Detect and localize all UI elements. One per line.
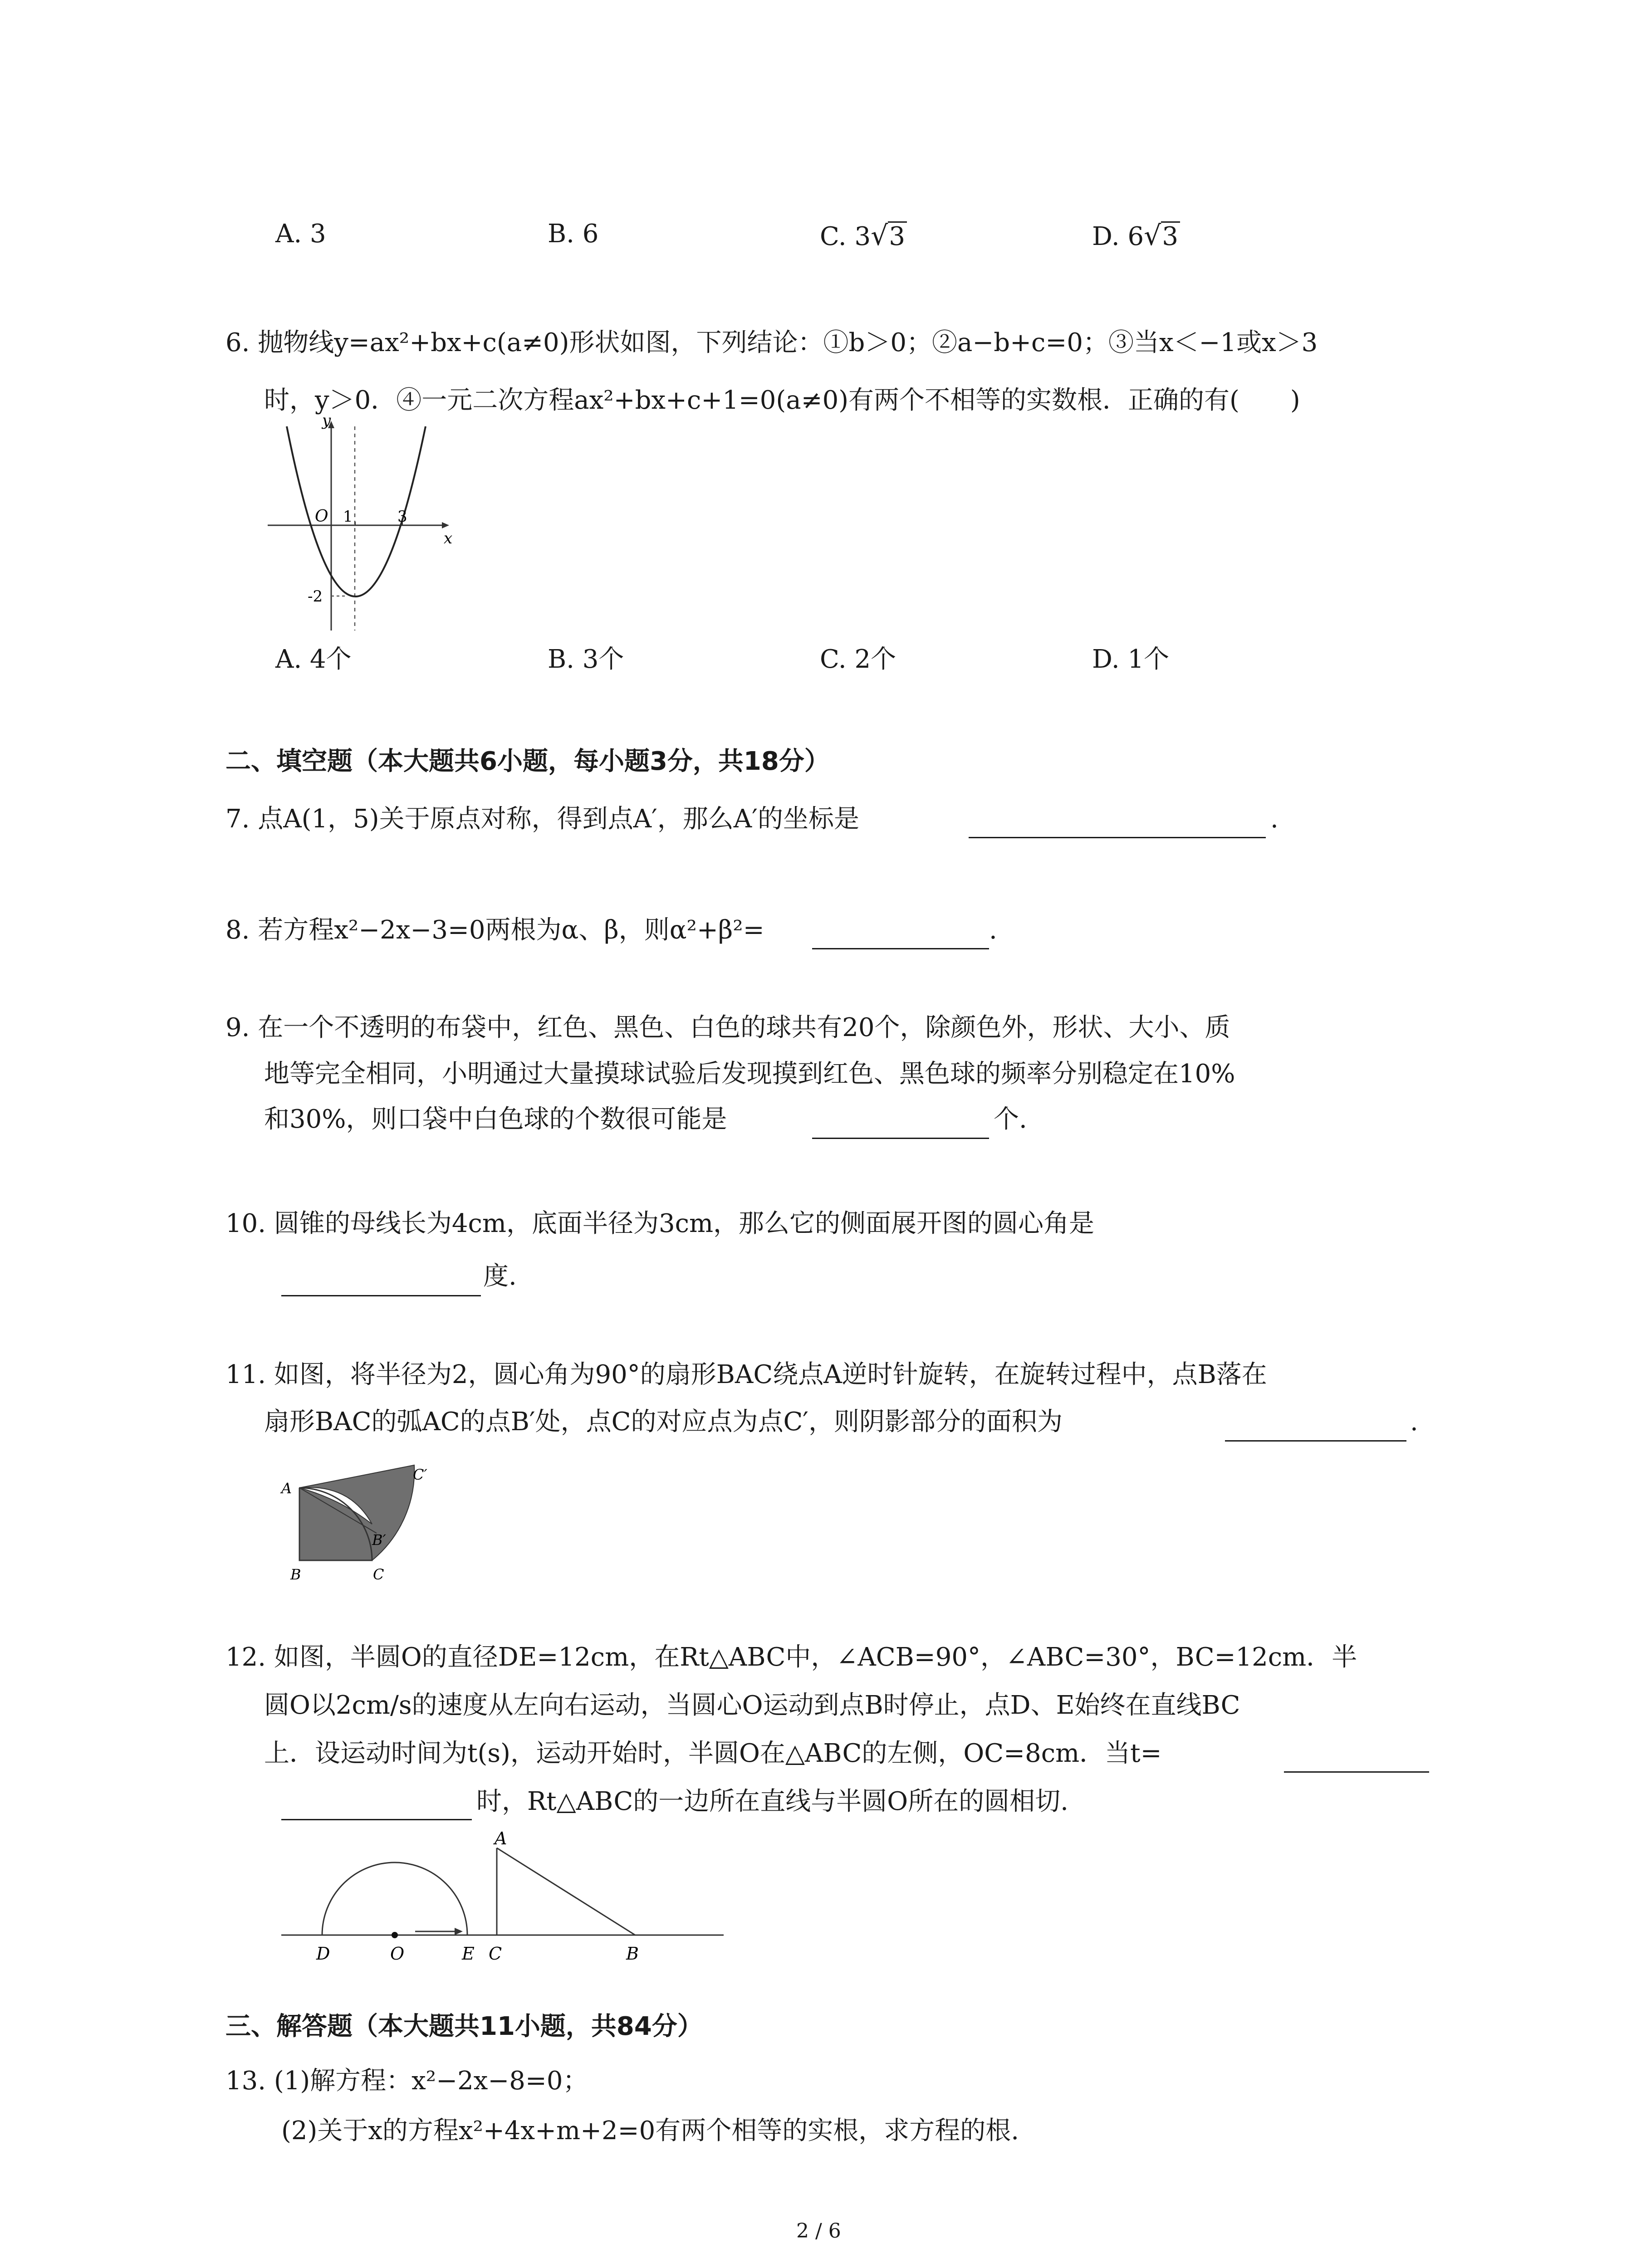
q11-line1: 11. 如图，将半径为2，圆心角为90°的扇形BAC绕点A逆时针旋转，在旋转过程中，点B落在 [225, 1360, 1267, 1389]
fig12-label-c: C [489, 1944, 502, 1964]
graph-label-one: 1 [343, 508, 353, 526]
q6-option-a: A. 4个 [275, 645, 352, 674]
q12-line1: 12. 如图，半圆O的直径DE=12cm，在Rt△ABC中，∠ACB=90°，∠ABC=30°，BC=12cm．半 [225, 1642, 1357, 1672]
section3-title: 三、解答题（本大题共11小题，共84分） [225, 2012, 703, 2041]
fig12-label-e: E [462, 1944, 475, 1964]
q5-option-d-radicand: 3 [1161, 221, 1180, 248]
fig11-label-a: A [281, 1480, 292, 1497]
q9-line2: 地等完全相同，小明通过大量摸球试验后发现摸到红色、黑色球的频率分别稳定在10% [264, 1059, 1235, 1089]
graph-label-x: x [444, 529, 453, 547]
q5-option-a: A. 3 [275, 219, 326, 249]
center-point-o [392, 1932, 398, 1938]
q12-line2: 圆O以2cm/s的速度从左向右运动，当圆心O运动到点B时停止，点D、E始终在直线BC [264, 1691, 1240, 1720]
q6-parabola-graph [254, 408, 463, 635]
q7-text: 7. 点A(1，5)关于原点对称，得到点A′，那么A′的坐标是 [225, 804, 859, 834]
graph-label-three: 3 [397, 508, 407, 526]
graph-label-neg-two: -2 [308, 587, 323, 606]
section2-title: 二、填空题（本大题共6小题，每小题3分，共18分） [225, 747, 830, 776]
fig11-label-c-prime: C′ [413, 1466, 427, 1483]
sqrt-icon: √ [871, 220, 888, 252]
q12-line3: 上．设运动时间为t(s)，运动开始时，半圆O在△ABC的左侧，OC=8cm．当t= [264, 1739, 1162, 1768]
q5-option-d-prefix: D. 6 [1092, 222, 1144, 251]
q8-answer-blank [812, 948, 989, 949]
q5-option-c-prefix: C. 3 [820, 222, 871, 251]
fig12-label-d: D [316, 1944, 330, 1964]
q11-answer-blank [1225, 1440, 1406, 1442]
q7-end: . [1270, 804, 1279, 834]
q6-option-b: B. 3个 [548, 645, 624, 674]
q10-line1: 10. 圆锥的母线长为4cm，底面半径为3cm，那么它的侧面展开图的圆心角是 [225, 1209, 1095, 1238]
q5-option-b: B. 6 [548, 219, 599, 249]
q6-option-c: C. 2个 [820, 645, 896, 674]
q10-answer-blank [281, 1295, 481, 1296]
q12-answer-blank-1 [1284, 1771, 1429, 1773]
q7-answer-blank [969, 837, 1266, 838]
q5-option-d [1092, 220, 1180, 252]
q13-line2: (2)关于x的方程x²+4x+m+2=0有两个相等的实根，求方程的根. [281, 2116, 1019, 2146]
sqrt-icon: √ [1144, 220, 1161, 252]
q8-end: . [989, 915, 997, 945]
q10-end: 度. [483, 1261, 517, 1291]
x-axis-arrow-icon [442, 522, 449, 528]
fig11-label-c: C [373, 1566, 384, 1583]
fig12-label-a: A [495, 1828, 507, 1848]
q6-line1: 6. 抛物线y=ax²+bx+c(a≠0)形状如图，下列结论：①b＞0；②a−b+c=0；③当x＜−1或x＞3 [225, 328, 1318, 357]
graph-label-y: y [322, 411, 331, 430]
q13-line1: 13. (1)解方程：x²−2x−8=0； [225, 2066, 588, 2096]
fig11-label-b: B [290, 1566, 301, 1583]
q12-line4-end: 时，Rt△ABC的一边所在直线与半圆O所在的圆相切. [476, 1787, 1068, 1816]
q5-option-c-radicand: 3 [888, 221, 907, 248]
q6-option-d: D. 1个 [1092, 645, 1170, 674]
q9-answer-blank [812, 1138, 989, 1139]
q9-end: 个. [994, 1105, 1027, 1134]
q8-text: 8. 若方程x²−2x−3=0两根为α、β，则α²+β²= [225, 915, 764, 945]
fig11-label-b-prime: B′ [372, 1531, 386, 1549]
segment-ab [497, 1848, 635, 1935]
q11-line2: 扇形BAC的弧AC的点B′处，点C的对应点为点C′，则阴影部分的面积为 [264, 1407, 1063, 1437]
graph-label-origin: O [315, 507, 328, 526]
q9-line3: 和30%，则口袋中白色球的个数很可能是 [264, 1105, 727, 1134]
q11-sector-figure [277, 1456, 440, 1588]
semicircle-o [322, 1862, 467, 1935]
q9-line1: 9. 在一个不透明的布袋中，红色、黑色、白色的球共有20个，除颜色外，形状、大小、质 [225, 1013, 1230, 1042]
q11-end: . [1410, 1407, 1418, 1437]
q12-semicircle-figure [277, 1828, 730, 1964]
fig12-label-b: B [626, 1944, 639, 1964]
q5-option-c [820, 220, 907, 252]
q6-line2: 时，y＞0．④一元二次方程ax²+bx+c+1=0(a≠0)有两个不相等的实数根．正确的有( ) [264, 386, 1300, 415]
q12-answer-blank-2 [281, 1819, 472, 1820]
page-number: 2 / 6 [796, 2219, 841, 2243]
fig12-label-o: O [390, 1944, 405, 1964]
